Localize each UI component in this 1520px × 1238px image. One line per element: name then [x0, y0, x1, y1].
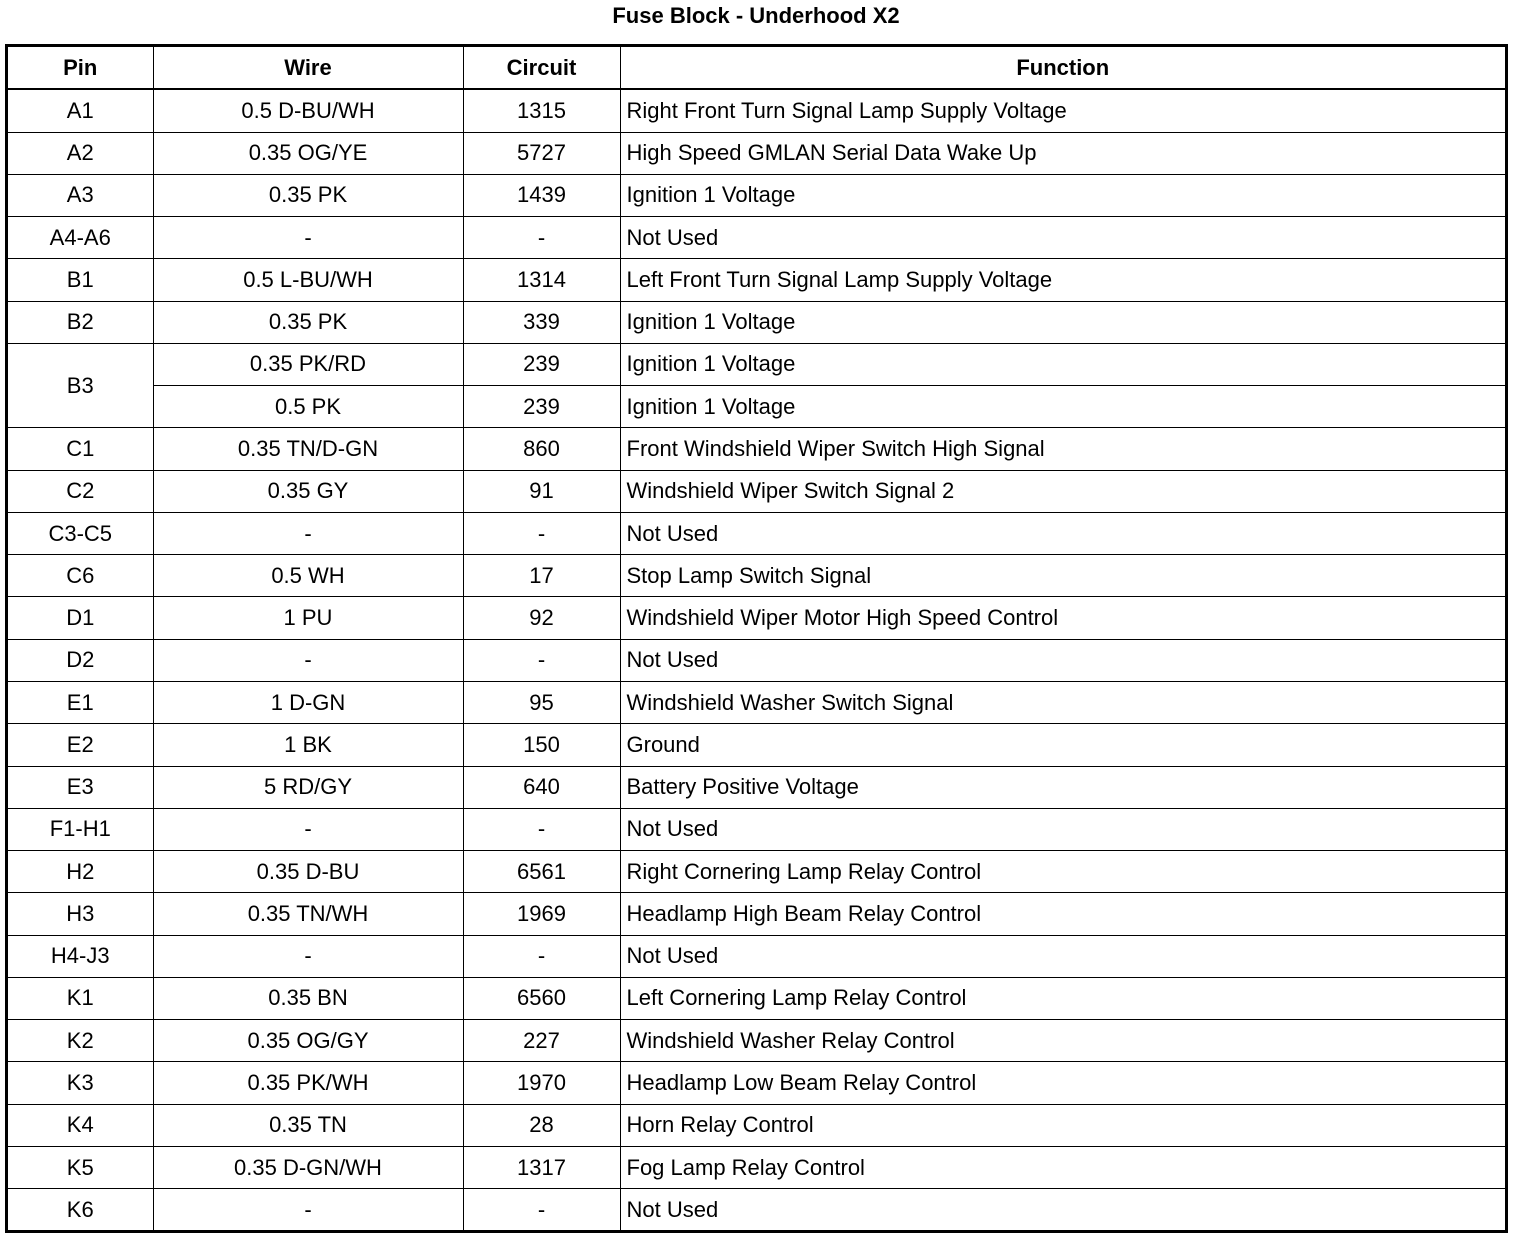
function-cell: Right Cornering Lamp Relay Control: [620, 851, 1505, 893]
page-title: Fuse Block - Underhood X2: [612, 3, 900, 28]
table-row: [8, 470, 1505, 512]
pin-cell: H4-J3: [8, 935, 153, 977]
table-row: [8, 217, 1505, 259]
function-cell: Front Windshield Wiper Switch High Signal: [620, 428, 1505, 470]
table-row: [8, 386, 1505, 428]
table-row: [8, 1062, 1505, 1104]
circuit-cell: -: [463, 808, 620, 850]
wire-cell: 1 BK: [153, 724, 463, 766]
function-cell: Horn Relay Control: [620, 1104, 1505, 1146]
function-cell: Left Cornering Lamp Relay Control: [620, 977, 1505, 1019]
circuit-cell: 28: [463, 1104, 620, 1146]
wire-cell: -: [153, 217, 463, 259]
circuit-cell: 640: [463, 766, 620, 808]
function-cell: Ignition 1 Voltage: [620, 343, 1505, 385]
table-row: [8, 301, 1505, 343]
circuit-cell: 92: [463, 597, 620, 639]
pin-cell: H3: [8, 893, 153, 935]
circuit-cell: -: [463, 217, 620, 259]
circuit-cell: 91: [463, 470, 620, 512]
wire-cell: 0.5 WH: [153, 555, 463, 597]
wire-cell: -: [153, 1189, 463, 1231]
circuit-cell: -: [463, 512, 620, 554]
circuit-cell: 1970: [463, 1062, 620, 1104]
pin-cell: C2: [8, 470, 153, 512]
wire-cell: 0.35 PK: [153, 301, 463, 343]
table-row: [8, 893, 1505, 935]
wire-cell: 0.5 L-BU/WH: [153, 259, 463, 301]
connector-table-frame: [5, 44, 1508, 1233]
function-cell: Ignition 1 Voltage: [620, 386, 1505, 428]
table-row: [8, 132, 1505, 174]
pin-cell: E1: [8, 681, 153, 723]
wire-cell: 0.35 OG/YE: [153, 132, 463, 174]
function-cell: Fog Lamp Relay Control: [620, 1146, 1505, 1188]
pin-cell: K4: [8, 1104, 153, 1146]
wire-cell: -: [153, 639, 463, 681]
table-row: [8, 977, 1505, 1019]
table-row: [8, 555, 1505, 597]
pin-cell: F1-H1: [8, 808, 153, 850]
function-cell: Not Used: [620, 935, 1505, 977]
function-cell: Not Used: [620, 1189, 1505, 1231]
wire-cell: -: [153, 935, 463, 977]
table-header-row: [8, 47, 1505, 89]
function-cell: Windshield Wiper Switch Signal 2: [620, 470, 1505, 512]
table-row: [8, 259, 1505, 301]
function-cell: Ignition 1 Voltage: [620, 174, 1505, 216]
wire-cell: 0.35 TN: [153, 1104, 463, 1146]
pin-cell: K6: [8, 1189, 153, 1231]
connector-pinout-table: [8, 47, 1505, 1230]
table-row: [8, 639, 1505, 681]
function-cell: Not Used: [620, 808, 1505, 850]
function-cell: Not Used: [620, 512, 1505, 554]
circuit-cell: 339: [463, 301, 620, 343]
wire-cell: 0.35 GY: [153, 470, 463, 512]
table-row: [8, 428, 1505, 470]
table-row: [8, 1020, 1505, 1062]
table-row: [8, 597, 1505, 639]
table-row: [8, 512, 1505, 554]
pin-cell: A2: [8, 132, 153, 174]
column-header-wire: Wire: [153, 47, 463, 89]
pin-cell: H2: [8, 851, 153, 893]
circuit-cell: 6561: [463, 851, 620, 893]
circuit-cell: 239: [463, 386, 620, 428]
table-row: [8, 724, 1505, 766]
circuit-cell: 150: [463, 724, 620, 766]
circuit-cell: -: [463, 639, 620, 681]
function-cell: Stop Lamp Switch Signal: [620, 555, 1505, 597]
pin-cell: C3-C5: [8, 512, 153, 554]
function-cell: Ignition 1 Voltage: [620, 301, 1505, 343]
wire-cell: 0.35 PK: [153, 174, 463, 216]
pin-cell: K1: [8, 977, 153, 1019]
pin-cell: A4-A6: [8, 217, 153, 259]
wire-cell: 5 RD/GY: [153, 766, 463, 808]
table-row: [8, 681, 1505, 723]
pin-cell: A1: [8, 89, 153, 132]
table-row: [8, 766, 1505, 808]
function-cell: Left Front Turn Signal Lamp Supply Voltage: [620, 259, 1505, 301]
table-row: [8, 1104, 1505, 1146]
function-cell: Ground: [620, 724, 1505, 766]
table-row: [8, 808, 1505, 850]
wire-cell: 0.35 TN/D-GN: [153, 428, 463, 470]
wire-cell: -: [153, 512, 463, 554]
column-header-pin: Pin: [8, 47, 153, 89]
circuit-cell: 1969: [463, 893, 620, 935]
circuit-cell: -: [463, 1189, 620, 1231]
table-row: [8, 89, 1505, 132]
pin-cell: B3: [8, 343, 153, 428]
function-cell: Battery Positive Voltage: [620, 766, 1505, 808]
table-row: [8, 1189, 1505, 1231]
circuit-cell: 1317: [463, 1146, 620, 1188]
function-cell: Headlamp High Beam Relay Control: [620, 893, 1505, 935]
circuit-cell: 239: [463, 343, 620, 385]
table-row: [8, 935, 1505, 977]
function-cell: Windshield Wiper Motor High Speed Control: [620, 597, 1505, 639]
pin-cell: E3: [8, 766, 153, 808]
pin-cell: K5: [8, 1146, 153, 1188]
circuit-cell: 227: [463, 1020, 620, 1062]
wire-cell: 1 PU: [153, 597, 463, 639]
wire-cell: 0.35 PK/RD: [153, 343, 463, 385]
table-row: [8, 174, 1505, 216]
table-body: [8, 89, 1505, 1230]
wire-cell: -: [153, 808, 463, 850]
circuit-cell: -: [463, 935, 620, 977]
wire-cell: 0.35 D-BU: [153, 851, 463, 893]
wire-cell: 0.35 PK/WH: [153, 1062, 463, 1104]
column-header-function: Function: [620, 47, 1505, 89]
pin-cell: E2: [8, 724, 153, 766]
circuit-cell: 17: [463, 555, 620, 597]
wire-cell: 0.5 PK: [153, 386, 463, 428]
wire-cell: 0.5 D-BU/WH: [153, 89, 463, 132]
wire-cell: 0.35 OG/GY: [153, 1020, 463, 1062]
table-row: [8, 1146, 1505, 1188]
function-cell: Headlamp Low Beam Relay Control: [620, 1062, 1505, 1104]
pin-cell: C1: [8, 428, 153, 470]
circuit-cell: 6560: [463, 977, 620, 1019]
wire-cell: 0.35 TN/WH: [153, 893, 463, 935]
pin-cell: K3: [8, 1062, 153, 1104]
pin-cell: D2: [8, 639, 153, 681]
circuit-cell: 860: [463, 428, 620, 470]
circuit-cell: 95: [463, 681, 620, 723]
pin-cell: A3: [8, 174, 153, 216]
function-cell: Windshield Washer Relay Control: [620, 1020, 1505, 1062]
circuit-cell: 1439: [463, 174, 620, 216]
circuit-cell: 5727: [463, 132, 620, 174]
pin-cell: C6: [8, 555, 153, 597]
wire-cell: 0.35 D-GN/WH: [153, 1146, 463, 1188]
pin-cell: K2: [8, 1020, 153, 1062]
table-row: [8, 343, 1505, 385]
pin-cell: B1: [8, 259, 153, 301]
function-cell: Right Front Turn Signal Lamp Supply Voltage: [620, 89, 1505, 132]
table-row: [8, 851, 1505, 893]
circuit-cell: 1314: [463, 259, 620, 301]
function-cell: Windshield Washer Switch Signal: [620, 681, 1505, 723]
wire-cell: 0.35 BN: [153, 977, 463, 1019]
wire-cell: 1 D-GN: [153, 681, 463, 723]
pin-cell: D1: [8, 597, 153, 639]
circuit-cell: 1315: [463, 89, 620, 132]
function-cell: High Speed GMLAN Serial Data Wake Up: [620, 132, 1505, 174]
function-cell: Not Used: [620, 217, 1505, 259]
column-header-circuit: Circuit: [463, 47, 620, 89]
pin-cell: B2: [8, 301, 153, 343]
function-cell: Not Used: [620, 639, 1505, 681]
